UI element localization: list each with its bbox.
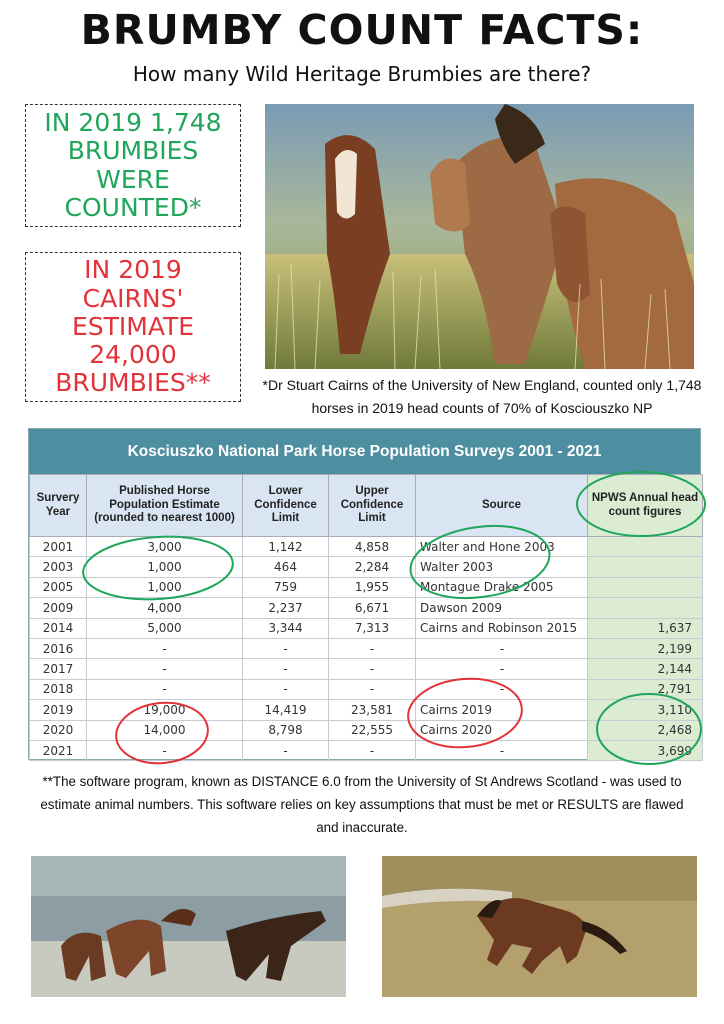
col-header-npws: NPWS Annual head count figures bbox=[588, 475, 703, 537]
cell-source: - bbox=[416, 740, 588, 760]
cell-year: 2021 bbox=[30, 740, 87, 760]
cell-upper: - bbox=[329, 638, 416, 658]
cell-npws bbox=[588, 598, 703, 618]
cell-lower: 759 bbox=[243, 577, 329, 597]
cell-lower: 2,237 bbox=[243, 598, 329, 618]
cell-npws bbox=[588, 577, 703, 597]
table-row bbox=[30, 638, 703, 658]
population-table bbox=[28, 428, 701, 760]
cell-year: 2003 bbox=[30, 557, 87, 577]
cell-upper: 1,955 bbox=[329, 577, 416, 597]
cell-estimate: 4,000 bbox=[87, 598, 243, 618]
cell-year: 2019 bbox=[30, 700, 87, 720]
cell-source: Cairns and Robinson 2015 bbox=[416, 618, 588, 638]
cell-estimate: 19,000 bbox=[87, 700, 243, 720]
cell-lower: - bbox=[243, 679, 329, 699]
cell-npws bbox=[588, 537, 703, 557]
cell-npws: 3,699 bbox=[588, 740, 703, 760]
brumbies-photo bbox=[265, 104, 694, 369]
cell-estimate: - bbox=[87, 740, 243, 760]
cell-year: 2001 bbox=[30, 537, 87, 557]
table-header-row bbox=[30, 475, 703, 537]
cell-lower: - bbox=[243, 638, 329, 658]
cell-lower: 1,142 bbox=[243, 537, 329, 557]
cell-upper: 23,581 bbox=[329, 700, 416, 720]
cell-year: 2014 bbox=[30, 618, 87, 638]
cell-lower: - bbox=[243, 659, 329, 679]
cell-year: 2018 bbox=[30, 679, 87, 699]
galloping-brumby-photo bbox=[382, 856, 697, 997]
table-row bbox=[30, 679, 703, 699]
fact-box-estimate bbox=[25, 252, 241, 402]
cell-npws: 2,199 bbox=[588, 638, 703, 658]
table-row bbox=[30, 557, 703, 577]
cell-estimate: 14,000 bbox=[87, 720, 243, 740]
cell-npws: 2,791 bbox=[588, 679, 703, 699]
table-row bbox=[30, 577, 703, 597]
cell-lower: 464 bbox=[243, 557, 329, 577]
cell-npws: 1,637 bbox=[588, 618, 703, 638]
cell-year: 2005 bbox=[30, 577, 87, 597]
cell-source: Walter and Hone 2003 bbox=[416, 537, 588, 557]
cell-source: - bbox=[416, 638, 588, 658]
cell-source: Walter 2003 bbox=[416, 557, 588, 577]
survey-table bbox=[29, 474, 703, 761]
cell-lower: - bbox=[243, 740, 329, 760]
cell-source: Montague Drake 2005 bbox=[416, 577, 588, 597]
cell-estimate: 5,000 bbox=[87, 618, 243, 638]
cell-lower: 3,344 bbox=[243, 618, 329, 638]
cell-estimate: - bbox=[87, 679, 243, 699]
page-subtitle: How many Wild Heritage Brumbies are there? bbox=[132, 62, 592, 86]
cell-upper: - bbox=[329, 740, 416, 760]
cell-year: 2020 bbox=[30, 720, 87, 740]
cell-npws: 2,144 bbox=[588, 659, 703, 679]
fact-counted-text: IN 2019 1,748 BRUMBIES WERE COUNTED* bbox=[44, 108, 222, 222]
col-header-lower: Lower Confidence Limit bbox=[243, 475, 329, 537]
col-header-estimate: Published Horse Population Estimate (rounded to nearest 1000) bbox=[87, 475, 243, 537]
cell-source: - bbox=[416, 659, 588, 679]
cell-estimate: - bbox=[87, 659, 243, 679]
running-brumbies-photo bbox=[31, 856, 346, 997]
cell-npws bbox=[588, 557, 703, 577]
cell-upper: 4,858 bbox=[329, 537, 416, 557]
cell-estimate: - bbox=[87, 638, 243, 658]
page-title: BRUMBY COUNT FACTS: bbox=[80, 6, 644, 54]
table-row bbox=[30, 720, 703, 740]
cell-npws: 3,110 bbox=[588, 700, 703, 720]
col-header-upper: Upper Confidence Limit bbox=[329, 475, 416, 537]
cell-npws: 2,468 bbox=[588, 720, 703, 740]
cell-source: - bbox=[416, 679, 588, 699]
photo-caption: *Dr Stuart Cairns of the University of New England, counted only 1,748 horses in 2019 head counts of 70% of Kosciouszko NP bbox=[262, 377, 702, 416]
cell-upper: 2,284 bbox=[329, 557, 416, 577]
table-row bbox=[30, 598, 703, 618]
cell-lower: 8,798 bbox=[243, 720, 329, 740]
table-row bbox=[30, 537, 703, 557]
cell-upper: - bbox=[329, 679, 416, 699]
cell-year: 2009 bbox=[30, 598, 87, 618]
table-row bbox=[30, 700, 703, 720]
cell-upper: - bbox=[329, 659, 416, 679]
cell-upper: 6,671 bbox=[329, 598, 416, 618]
cell-year: 2017 bbox=[30, 659, 87, 679]
table-row bbox=[30, 618, 703, 638]
cell-estimate: 3,000 bbox=[87, 537, 243, 557]
cell-upper: 22,555 bbox=[329, 720, 416, 740]
cell-lower: 14,419 bbox=[243, 700, 329, 720]
fact-estimate-text: IN 2019 CAIRNS' ESTIMATE 24,000 BRUMBIES** bbox=[55, 255, 211, 398]
table-row bbox=[30, 659, 703, 679]
cell-source: Cairns 2020 bbox=[416, 720, 588, 740]
col-header-year: Survery Year bbox=[30, 475, 87, 537]
cell-estimate: 1,000 bbox=[87, 557, 243, 577]
cell-estimate: 1,000 bbox=[87, 577, 243, 597]
table-title: Kosciuszko National Park Horse Population Surveys 2001 - 2021 bbox=[29, 429, 700, 474]
cell-source: Cairns 2019 bbox=[416, 700, 588, 720]
table-row bbox=[30, 740, 703, 760]
fact-box-counted bbox=[25, 104, 241, 227]
cell-year: 2016 bbox=[30, 638, 87, 658]
footnote: **The software program, known as DISTANCE 6.0 from the University of St Andrews Scotland - was used to estimate animal numbers. This software relies on key assumptions that must be met or RESULTS are flawed and inaccurate. bbox=[40, 774, 684, 835]
cell-upper: 7,313 bbox=[329, 618, 416, 638]
col-header-source: Source bbox=[416, 475, 588, 537]
cell-source: Dawson 2009 bbox=[416, 598, 588, 618]
